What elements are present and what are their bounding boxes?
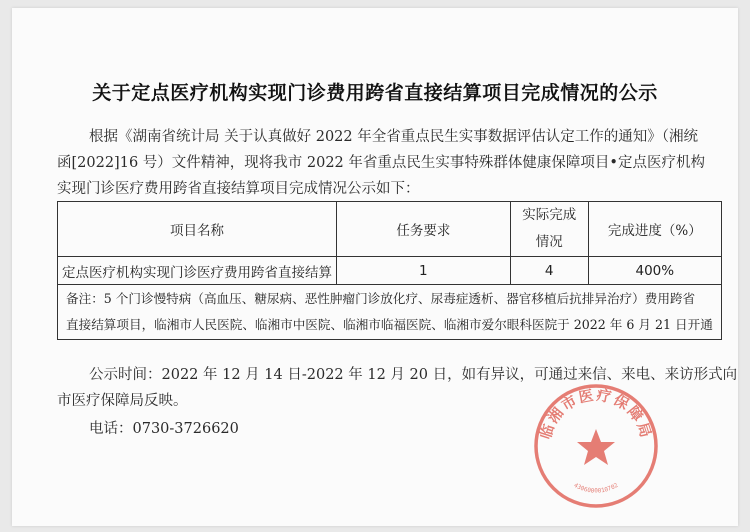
table-note xyxy=(58,285,722,340)
document-title: 关于定点医疗机构实现门诊费用跨省直接结算项目完成情况的公示 xyxy=(92,82,658,104)
cell-actual-completion: 4 xyxy=(510,257,588,285)
intro-line-2: 函[2022]16 号）文件精神，现将我市 2022 年省重点民生实事特殊群体健康保障项目•定点医疗机构 xyxy=(57,155,705,171)
header-project-name: 项目名称 xyxy=(58,202,337,257)
intro-line-1: 根据《湖南省统计局 关于认真做好 2022 年全省重点民生实事数据评估认定工作的通知》（湘统 xyxy=(89,129,698,145)
table-row xyxy=(58,257,722,285)
header-progress: 完成进度（%） xyxy=(588,202,721,257)
phone-line: 电话：0730-3726620 xyxy=(89,421,239,437)
notice-line-2: 市医疗保障局反映。 xyxy=(57,393,188,409)
cell-task-requirement: 1 xyxy=(337,257,511,285)
cell-progress: 400% xyxy=(588,257,721,285)
header-task-requirement: 任务要求 xyxy=(337,202,511,257)
table-note-row xyxy=(58,285,722,340)
table-header-row xyxy=(58,202,722,257)
notice-line-1: 公示时间：2022 年 12 月 14 日-2022 年 12 月 20 日，如有异议，可通过来信、来电、来访形式向 xyxy=(89,367,738,383)
cell-project-name: 定点医疗机构实现门诊医疗费用跨省直接结算 xyxy=(58,257,337,285)
header-actual-line-2: 情况 xyxy=(535,234,563,250)
header-actual-completion xyxy=(510,202,588,257)
seal-code: 4306000010702 xyxy=(572,481,620,495)
intro-line-3: 实现门诊医疗费用跨省直接结算项目完成情况公示如下： xyxy=(57,181,420,197)
note-line-2: 直接结算项目，临湘市人民医院、临湘市中医院、临湘市临福医院、临湘市爱尔眼科医院于 2022 年 6 月 21 日开通 xyxy=(66,317,713,332)
note-line-1: 备注：5 个门诊慢特病（高血压、糖尿病、恶性肿瘤门诊放化疗、尿毒症透析、器官移植后抗排异治疗）费用跨省 xyxy=(66,291,696,306)
header-actual-line-1: 实际完成 xyxy=(522,207,577,223)
star-icon xyxy=(577,429,615,465)
project-table xyxy=(57,201,722,340)
official-seal xyxy=(531,381,661,511)
seal-text: 临湘市医疗保障局 xyxy=(538,387,654,442)
